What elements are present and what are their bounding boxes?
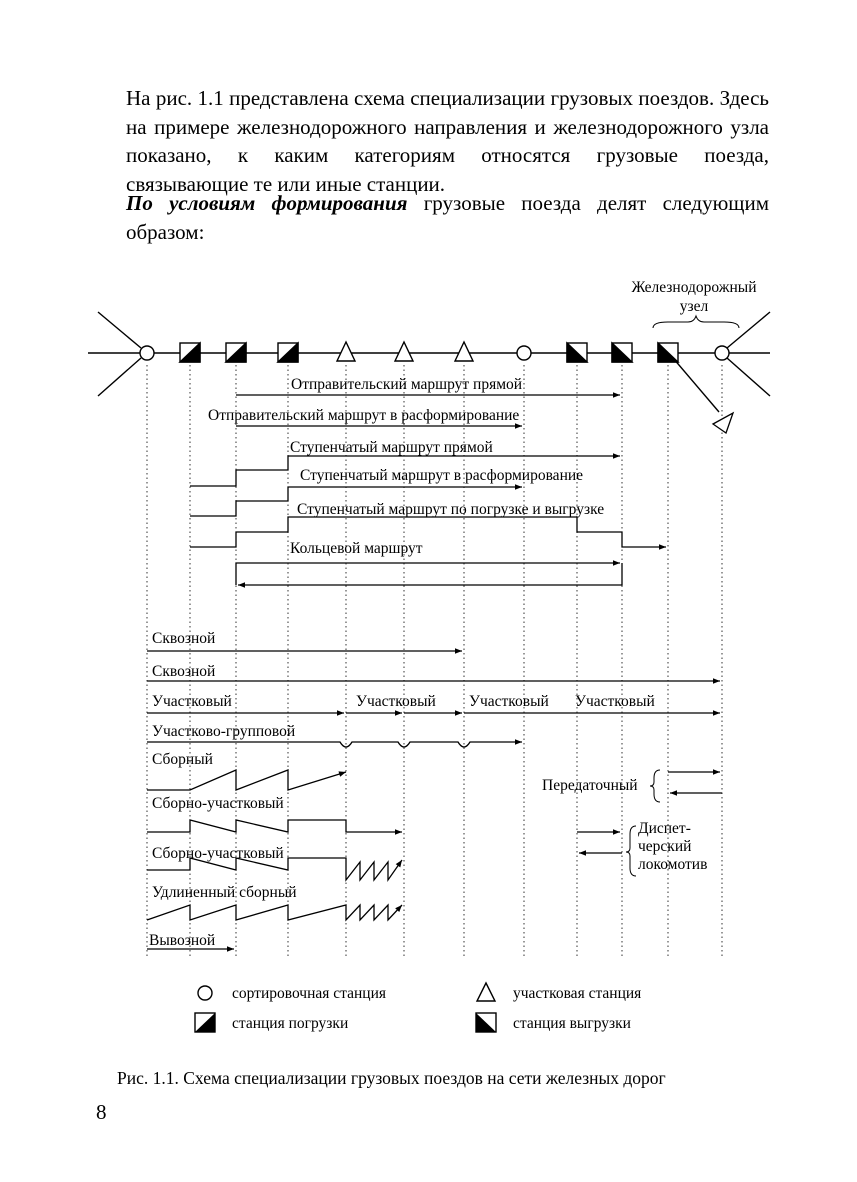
train-label: Участковый	[356, 693, 436, 710]
train-label: Диспет-	[638, 820, 691, 837]
unloading-station-icon	[658, 343, 678, 362]
train-label: Участковый	[152, 693, 232, 710]
unloading-station-icon	[612, 343, 632, 362]
train-label: локомотив	[638, 856, 708, 873]
sorting-station-icon	[517, 346, 531, 360]
figure-caption: Рис. 1.1. Схема специализации грузовых поездов на сети железных дорог	[117, 1068, 666, 1088]
unloading-station-icon	[567, 343, 587, 362]
route-label: Кольцевой маршрут	[290, 540, 423, 557]
legend-label: станция погрузки	[232, 1015, 349, 1032]
district-station-icon	[395, 342, 413, 361]
legend-unloading-icon	[476, 1013, 496, 1032]
route-label: Ступенчатый маршрут по погрузке и выгрузке	[297, 501, 605, 518]
train-label: Участковый	[469, 693, 549, 710]
train-label: Сборно-участковый	[152, 795, 284, 812]
legend-loading-icon	[195, 1013, 215, 1032]
route-label: Отправительский маршрут прямой	[291, 376, 523, 393]
loading-station-icon	[278, 343, 298, 362]
legend	[195, 983, 641, 1032]
legend-label: участковая станция	[513, 985, 642, 1002]
legend-label: сортировочная станция	[232, 985, 387, 1002]
node-label-line2: узел	[679, 298, 709, 315]
legend-district-icon	[477, 983, 495, 1001]
train-label: Сборный	[152, 751, 213, 768]
train-label: черский	[638, 838, 692, 855]
paragraph-2-emphasis: По условиям формирования	[126, 191, 408, 215]
sorting-station-icon	[715, 346, 729, 360]
train-label: Участково-групповой	[152, 723, 296, 740]
page-number: 8	[96, 1100, 107, 1124]
paragraph-1: На рис. 1.1 представлена схема специализации грузовых поездов. Здесь на примере железнодорожного направления и железнодорожного узла показано, к каким категориям относятся грузовые поезда, связывающие те или иные станции.	[126, 86, 769, 196]
train-label: Сквозной	[152, 630, 216, 647]
route-label: Ступенчатый маршрут прямой	[290, 439, 493, 456]
legend-sorting-icon	[198, 986, 212, 1000]
route-labels	[208, 376, 604, 557]
train-label: Передаточный	[542, 777, 638, 794]
node-label-line1: Железнодорожный	[631, 279, 757, 296]
train-label: Вывозной	[149, 932, 216, 949]
node-brace	[653, 316, 739, 328]
paragraph-2-text: грузовые поезда делят следующим образом:	[126, 191, 769, 244]
sorting-station-icon	[140, 346, 154, 360]
legend-label: станция выгрузки	[513, 1015, 631, 1032]
district-station-icon	[337, 342, 355, 361]
train-label: Удлиненный сборный	[152, 884, 297, 901]
route-label: Ступенчатый маршрут в расформирование	[300, 467, 584, 484]
branch-station-icon	[713, 413, 733, 433]
train-label: Сборно-участковый	[152, 845, 284, 862]
route-label: Отправительский маршрут в расформирование	[208, 407, 520, 424]
loading-station-icon	[226, 343, 246, 362]
train-labels	[149, 630, 707, 949]
stations	[140, 342, 729, 362]
loading-station-icon	[180, 343, 200, 362]
district-station-icon	[455, 342, 473, 361]
train-label: Сквозной	[152, 663, 216, 680]
train-label: Участковый	[575, 693, 655, 710]
